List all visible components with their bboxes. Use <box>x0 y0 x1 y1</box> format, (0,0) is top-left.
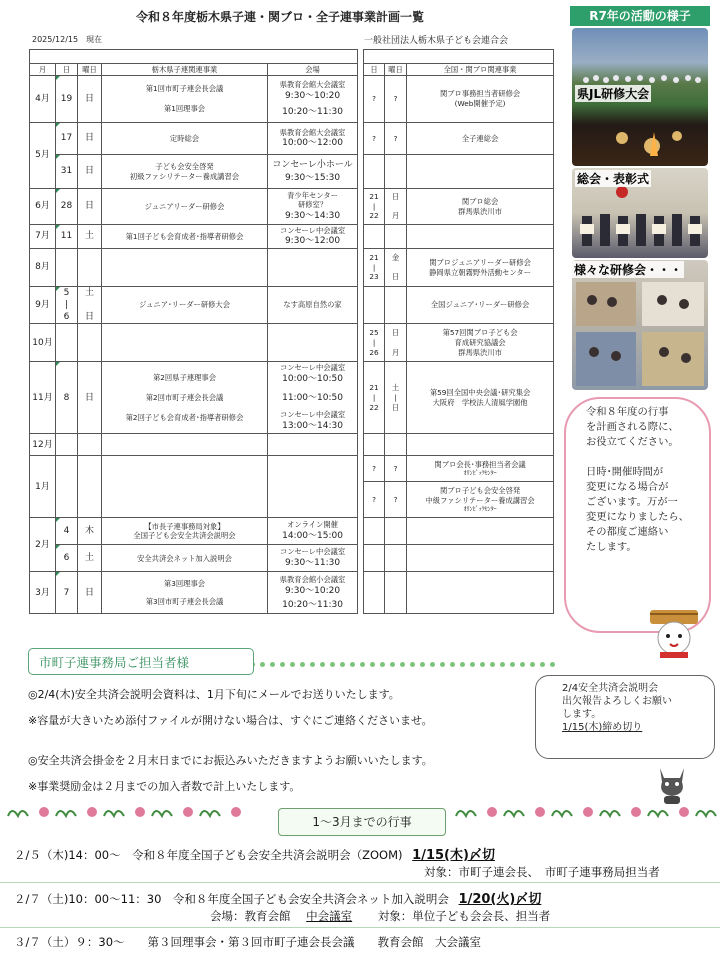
national-event-cell: 全子連総会 <box>407 123 554 155</box>
day-cell: 31 <box>56 155 78 189</box>
table-row <box>30 189 554 225</box>
day-cell-2: ? <box>364 123 385 155</box>
table-row <box>30 434 554 456</box>
national-event-cell: 第59回全国中央会議･研究集会 大阪府 学校法人清風学園他 <box>407 362 554 434</box>
day-cell: 11 <box>56 225 78 249</box>
attendance-reminder-box: 2/4安全共済会説明会 出欠報告よろしくお願い します。 1/15(木)締め切り <box>535 675 715 759</box>
month-cell: 7月 <box>30 225 56 249</box>
page-title: 令和８年度栃木県子連・関ブロ・全子連事業計画一覧 <box>135 10 424 24</box>
event-2-target: 対象：単位子ども会会長、担当者 <box>377 909 551 923</box>
header-day-2: 日 <box>364 64 385 76</box>
photo-jl-training <box>572 28 708 166</box>
header-weekday: 曜日 <box>78 64 102 76</box>
national-event-cell: 関ブロ総会 群馬県渋川市 <box>407 189 554 225</box>
venue-cell: なす高原自然の家 <box>268 287 358 324</box>
event-cell: ジュニアリーダー研修会 <box>102 189 268 225</box>
weekday-cell: 日 <box>78 189 102 225</box>
table-row <box>30 518 554 545</box>
venue-cell: 県教育会館大会議室 9:30～10:20 10:20～11:30 <box>268 76 358 123</box>
month-cell: 4月 <box>30 76 56 123</box>
weekday-cell-2: 金 日 <box>385 249 407 287</box>
table-row <box>30 76 554 123</box>
header-month: 月 <box>30 64 56 76</box>
notice-line-1: ◎2/4(木)安全共済会説明会資料は、1月下旬にメールでお送りいたします。 <box>28 688 400 701</box>
event-cell: ジュニア･リーダー研修大会 <box>102 287 268 324</box>
national-event-cell: 第57回関ブロ子ども会 育成研究協議会 群馬県渋川市 <box>407 324 554 362</box>
table-row <box>30 572 554 614</box>
day-cell: 7 <box>56 572 78 614</box>
month-cell: 2月 <box>30 518 56 572</box>
month-cell: 5月 <box>30 123 56 189</box>
divider <box>0 927 720 928</box>
events-heading: 1～3月までの行事 <box>278 808 446 836</box>
weekday-cell: 日 <box>78 572 102 614</box>
notice-heading: 市町子連事務局ご担当者様 <box>28 648 254 675</box>
national-event-cell: 全国ジュニア･リーダー研修会 <box>407 287 554 324</box>
photo-training-sessions <box>572 260 708 390</box>
schedule-table <box>29 49 554 614</box>
event-cell: 定時総会 <box>102 123 268 155</box>
event-cell: 第2回県子連理事会 第2回市町子連会長会議 第2回子ども会育成者･指導者研修会 <box>102 362 268 434</box>
venue-cell: 青少年センター 研修室？ 9:30～14:30 <box>268 189 358 225</box>
weekday-cell: 日 <box>78 76 102 123</box>
table-header-row <box>30 64 554 76</box>
event-2-venue: 会場：教育会館 <box>210 909 291 923</box>
header-tochigi-events: 栃木県子連関連事業 <box>102 64 268 76</box>
photo-general-meeting <box>572 168 708 258</box>
header-national-events: 全国・関ブロ関連事業 <box>407 64 554 76</box>
notice-line-2: ※容量が大きいため添付ファイルが開けない場合は、すぐにご連絡くださいませ。 <box>28 714 433 727</box>
national-event-cell: 関ブロ事務担当者研修会 (Web開催予定) <box>407 76 554 123</box>
cat-icon <box>652 760 692 806</box>
info-bubble: 令和８年度の行事 を計画される際に、 お役立てください。 日時･開催時間が 変更になる場合が ございます。万が一 変更になりましたら、 その都度ご連絡い たします。 <box>564 397 711 633</box>
weekday-cell: 土 日 <box>78 287 102 324</box>
month-cell: 1月 <box>30 456 56 518</box>
weekday-cell-2: ? <box>385 456 407 482</box>
weekday-cell-2: ? <box>385 76 407 123</box>
venue-cell: コンセーレ小ホール 9:30～15:30 <box>268 155 358 189</box>
notice-line-3: ◎安全共済会掛金を２月末日までにお振込みいただきますようお願いいたします。 <box>28 754 433 767</box>
national-event-cell: 関ブロ子ども会安全啓発 中級ファシリテーター養成講習会 ｵﾘﾝﾋﾟｯｸｾﾝﾀｰ <box>407 482 554 518</box>
day-cell: 19 <box>56 76 78 123</box>
event-cell: 子ども会安全啓発 初級ファシリテーター養成講習会 <box>102 155 268 189</box>
table-row <box>30 324 554 362</box>
table-row <box>30 249 554 287</box>
header-day: 日 <box>56 64 78 76</box>
header-venue: 会場 <box>268 64 358 76</box>
event-3: ３/７（土）９：30～ 第３回理事会・第３回市町子連会長会議 教育会館 大会議室 <box>14 935 482 949</box>
weekday-cell-2: 日 月 <box>385 324 407 362</box>
day-cell-2: ? <box>364 482 385 518</box>
table-row <box>30 287 554 324</box>
day-cell-2: ? <box>364 76 385 123</box>
month-cell: 12月 <box>30 434 56 456</box>
table-row <box>30 225 554 249</box>
event-1-target: 対象：市町子連会長、 市町子連事務局担当者 <box>424 865 660 879</box>
weekday-cell: 日 <box>78 123 102 155</box>
weekday-cell: 土 <box>78 225 102 249</box>
table-row <box>30 155 554 189</box>
weekday-cell: 日 <box>78 362 102 434</box>
photo-label-general: 総会・表彰式 <box>577 172 650 186</box>
venue-cell: コンセーレ中会議室 9:30～11:30 <box>268 545 358 572</box>
organization-name: 一般社団法人栃木県子ども会連合会 <box>364 36 509 46</box>
mascot-icon <box>646 604 702 660</box>
month-cell: 10月 <box>30 324 56 362</box>
day-cell: 8 <box>56 362 78 434</box>
venue-cell: 県教育会館小会議室 9:30～10:20 10:20～11:30 <box>268 572 358 614</box>
day-cell-2: 25 | 26 <box>364 324 385 362</box>
table-row <box>30 456 554 482</box>
national-event-cell: 関ブロ会長･事務担当者会議 ｵﾘﾝﾋﾟｯｸｾﾝﾀｰ <box>407 456 554 482</box>
notice-line-4: ※事業奨励金は２月までの加入者数で計上いたします。 <box>28 780 301 793</box>
table-row <box>30 545 554 572</box>
month-cell: 6月 <box>30 189 56 225</box>
event-cell: 第1回子ども会育成者･指導者研修会 <box>102 225 268 249</box>
table-row <box>30 362 554 434</box>
event-cell: 【市長子連事務局対象】 全国子ども会安全共済会説明会 <box>102 518 268 545</box>
training-illustration <box>572 260 708 390</box>
event-cell: 第3回理事会 第3回市町子連会長会議 <box>102 572 268 614</box>
venue-cell: 県教育会館大会議室 10:00～12:00 <box>268 123 358 155</box>
event-cell: 安全共済会ネット加入説明会 <box>102 545 268 572</box>
event-2-deadline: 1/20(火)〆切 <box>458 892 542 907</box>
venue-cell: オンライン開催 14:00～15:00 <box>268 518 358 545</box>
day-cell-2: 21 | 22 <box>364 362 385 434</box>
weekday-cell: 土 <box>78 545 102 572</box>
weekday-cell-2: ? <box>385 123 407 155</box>
event-2 <box>14 888 541 907</box>
day-cell-2: 21 | 22 <box>364 189 385 225</box>
sidebar-heading: R7年の活動の様子 <box>570 6 710 26</box>
event-2-room: 中会議室 <box>306 909 353 923</box>
venue-cell: コンセーレ中会議室 9:30～12:00 <box>268 225 358 249</box>
as-of-date: 2025/12/15 現在 <box>32 35 103 44</box>
event-1-deadline: 1/15(木)〆切 <box>412 848 495 863</box>
day-cell: 28 <box>56 189 78 225</box>
national-event-cell: 関ブロジュニアリーダー研修会 静岡県立朝霧野外活動センター <box>407 249 554 287</box>
month-cell: 3月 <box>30 572 56 614</box>
month-cell: 8月 <box>30 249 56 287</box>
day-cell-2: 21 | 23 <box>364 249 385 287</box>
day-cell-2: ? <box>364 456 385 482</box>
divider <box>0 882 720 883</box>
month-cell: 9月 <box>30 287 56 324</box>
day-cell: 17 <box>56 123 78 155</box>
day-cell: 6 <box>56 545 78 572</box>
header-weekday-2: 曜日 <box>385 64 407 76</box>
month-cell: 11月 <box>30 362 56 434</box>
event-2-main: ２/７（土)10：00～11：30 令和８年度全国子ども会安全共済会ネット加入説明会 <box>14 892 449 906</box>
photo-label-training: 様々な研修会・・・ <box>574 263 683 277</box>
table-row <box>30 123 554 155</box>
day-cell: 4 <box>56 518 78 545</box>
event-2-details <box>210 908 550 924</box>
event-1-main: ２/５（木)14：00～ 令和８年度全国子ども会安全共済会説明会（ZOOM) <box>14 848 403 862</box>
event-cell: 第1回市町子連会長会議 第1回理事会 <box>102 76 268 123</box>
weekday-cell-2: ? <box>385 482 407 518</box>
event-1 <box>14 844 495 863</box>
weekday-cell-2: 日 月 <box>385 189 407 225</box>
weekday-cell: 日 <box>78 155 102 189</box>
venue-cell: コンセーレ中会議室 10:00～10:50 11:00～10:50 コンセーレ中会議室 13:00～14:30 <box>268 362 358 434</box>
day-cell: 5 | 6 <box>56 287 78 324</box>
weekday-cell: 木 <box>78 518 102 545</box>
weekday-cell-2: 土 | 日 <box>385 362 407 434</box>
photo-label-jl: 県JL研修大会 <box>577 87 650 101</box>
